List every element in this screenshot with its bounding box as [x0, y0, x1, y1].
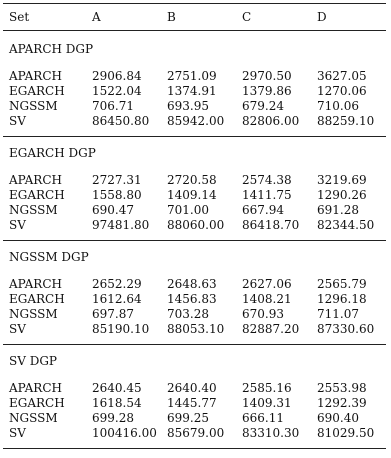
row-label-cell: NGSSM — [9, 203, 58, 217]
table-row — [3, 426, 386, 441]
value-cell: 2640.40 — [167, 381, 217, 395]
value-cell: 85190.10 — [92, 322, 150, 336]
section-divider — [3, 441, 386, 449]
value-cell: 1290.26 — [317, 188, 367, 202]
value-cell: 1379.86 — [242, 84, 292, 98]
value-cell: 2640.45 — [92, 381, 142, 395]
value-cell: 699.25 — [167, 411, 209, 425]
row-label-cell: APARCH — [9, 69, 62, 83]
value-cell: 691.28 — [317, 203, 359, 217]
value-cell: 1292.39 — [317, 396, 367, 410]
value-cell: 2751.09 — [167, 69, 217, 83]
row-label-cell: EGARCH — [9, 396, 65, 410]
section-divider — [3, 337, 386, 345]
table-body — [3, 31, 386, 449]
value-cell: 82806.00 — [242, 114, 300, 128]
header-row — [3, 4, 386, 31]
table-row — [3, 188, 386, 203]
table-row — [3, 84, 386, 99]
value-cell: 2585.16 — [242, 381, 292, 395]
table-row — [3, 277, 386, 292]
section-title: EGARCH DGP — [9, 146, 96, 160]
header-cell-c: C — [236, 4, 311, 31]
table-row — [3, 322, 386, 337]
value-cell: 1296.18 — [317, 292, 367, 306]
section-title: APARCH DGP — [9, 42, 94, 56]
value-cell: 2574.38 — [242, 173, 292, 187]
table-row — [3, 307, 386, 322]
table-row — [3, 218, 386, 233]
value-cell: 2652.29 — [92, 277, 142, 291]
row-label-cell: NGSSM — [9, 411, 58, 425]
row-label-cell: SV — [9, 218, 26, 232]
value-cell: 88053.10 — [167, 322, 225, 336]
value-cell: 88259.10 — [317, 114, 375, 128]
value-cell: 679.24 — [242, 99, 284, 113]
value-cell: 701.00 — [167, 203, 209, 217]
value-cell: 1409.31 — [242, 396, 292, 410]
table-row — [3, 292, 386, 307]
value-cell: 690.40 — [317, 411, 359, 425]
row-label-cell: EGARCH — [9, 292, 65, 306]
value-cell: 1374.91 — [167, 84, 217, 98]
value-cell: 86418.70 — [242, 218, 300, 232]
table-row — [3, 381, 386, 396]
value-cell: 2553.98 — [317, 381, 367, 395]
value-cell: 2720.58 — [167, 173, 217, 187]
table-row — [3, 173, 386, 188]
value-cell: 85679.00 — [167, 426, 225, 440]
value-cell: 83310.30 — [242, 426, 300, 440]
value-cell: 1270.06 — [317, 84, 367, 98]
row-label-cell: SV — [9, 322, 26, 336]
value-cell: 710.06 — [317, 99, 359, 113]
value-cell: 711.07 — [317, 307, 359, 321]
header-cell-b: B — [161, 4, 236, 31]
section-title-row — [3, 137, 386, 168]
value-cell: 703.28 — [167, 307, 209, 321]
value-cell: 100416.00 — [92, 426, 157, 440]
table-header — [3, 4, 386, 31]
value-cell: 1445.77 — [167, 396, 217, 410]
header-cell-d: D — [311, 4, 386, 31]
section-title: NGSSM DGP — [9, 250, 89, 264]
value-cell: 2627.06 — [242, 277, 292, 291]
value-cell: 88060.00 — [167, 218, 225, 232]
value-cell: 3219.69 — [317, 173, 367, 187]
row-label-cell: EGARCH — [9, 84, 65, 98]
value-cell: 670.93 — [242, 307, 284, 321]
row-label-cell: SV — [9, 114, 26, 128]
header-cell-a: A — [86, 4, 161, 31]
section-title-row — [3, 241, 386, 272]
divider-cell — [3, 337, 386, 345]
value-cell: 697.87 — [92, 307, 134, 321]
row-label-cell: NGSSM — [9, 99, 58, 113]
row-label-cell: APARCH — [9, 277, 62, 291]
section-title-row — [3, 345, 386, 376]
value-cell: 1456.83 — [167, 292, 217, 306]
value-cell: 82887.20 — [242, 322, 300, 336]
value-cell: 690.47 — [92, 203, 134, 217]
value-cell: 87330.60 — [317, 322, 375, 336]
row-label-cell: NGSSM — [9, 307, 58, 321]
value-cell: 667.94 — [242, 203, 284, 217]
value-cell: 85942.00 — [167, 114, 225, 128]
value-cell: 706.71 — [92, 99, 134, 113]
table-row — [3, 411, 386, 426]
value-cell: 2727.31 — [92, 173, 142, 187]
value-cell: 3627.05 — [317, 69, 367, 83]
value-cell: 82344.50 — [317, 218, 375, 232]
value-cell: 1409.14 — [167, 188, 217, 202]
value-cell: 666.11 — [242, 411, 284, 425]
value-cell: 2565.79 — [317, 277, 367, 291]
table-row — [3, 203, 386, 218]
table-row — [3, 114, 386, 129]
row-label-cell: SV — [9, 426, 26, 440]
value-cell: 86450.80 — [92, 114, 150, 128]
value-cell: 2906.84 — [92, 69, 142, 83]
value-cell: 699.28 — [92, 411, 134, 425]
results-table — [3, 3, 386, 449]
table-row — [3, 69, 386, 84]
row-label-cell: APARCH — [9, 173, 62, 187]
section-title: SV DGP — [9, 354, 57, 368]
section-divider — [3, 233, 386, 241]
divider-cell — [3, 233, 386, 241]
section-title-row — [3, 31, 386, 64]
divider-cell — [3, 441, 386, 449]
header-cell-set: Set — [3, 4, 86, 31]
value-cell: 1408.21 — [242, 292, 292, 306]
value-cell: 97481.80 — [92, 218, 150, 232]
section-divider — [3, 129, 386, 137]
table-row — [3, 396, 386, 411]
value-cell: 2970.50 — [242, 69, 292, 83]
value-cell: 1618.54 — [92, 396, 142, 410]
divider-cell — [3, 129, 386, 137]
value-cell: 1612.64 — [92, 292, 142, 306]
row-label-cell: APARCH — [9, 381, 62, 395]
value-cell: 1558.80 — [92, 188, 142, 202]
row-label-cell: EGARCH — [9, 188, 65, 202]
value-cell: 1522.04 — [92, 84, 142, 98]
table-row — [3, 99, 386, 114]
value-cell: 693.95 — [167, 99, 209, 113]
value-cell: 81029.50 — [317, 426, 375, 440]
value-cell: 2648.63 — [167, 277, 217, 291]
value-cell: 1411.75 — [242, 188, 292, 202]
